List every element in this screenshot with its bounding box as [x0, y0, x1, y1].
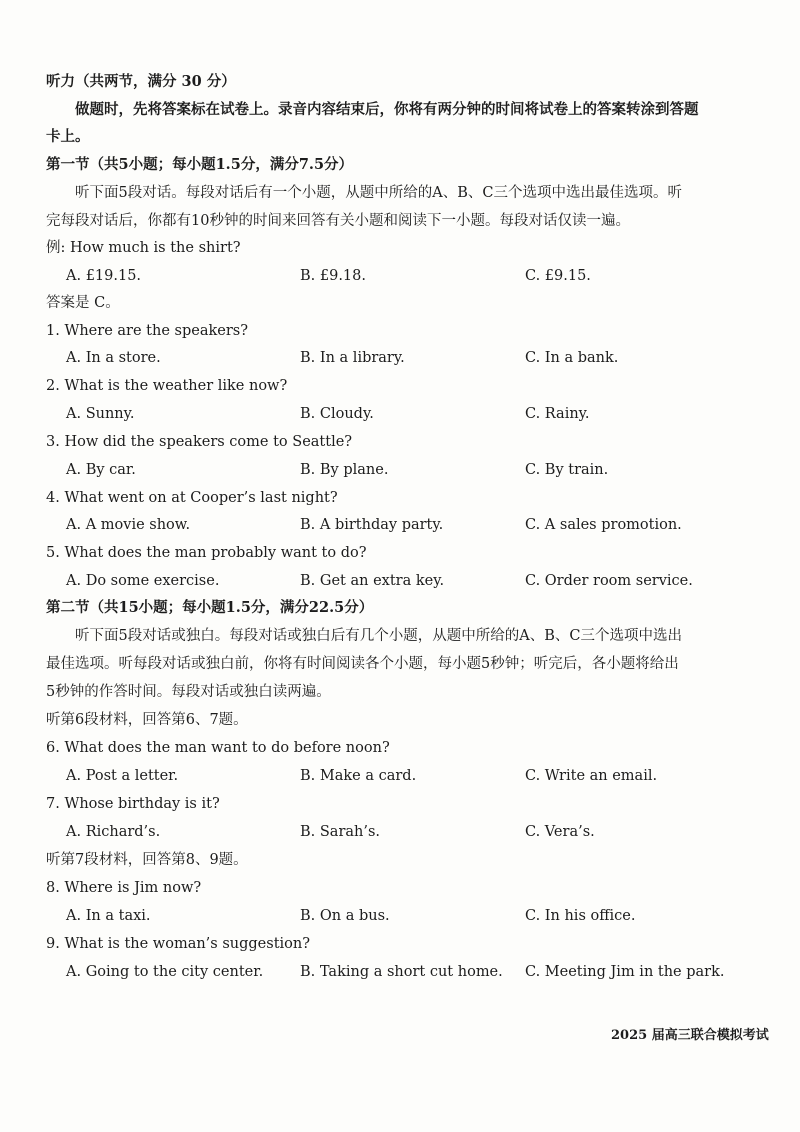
- example-option-c: C. £9.15.: [525, 268, 591, 284]
- question-2: 2. What is the weather like now?: [46, 378, 288, 394]
- question-2-option-c: C. Rainy.: [525, 406, 590, 422]
- question-9: 9. What is the woman’s suggestion?: [46, 936, 311, 952]
- question-6-option-a: A. Post a letter.: [66, 768, 179, 784]
- question-2-option-b: B. Cloudy.: [300, 406, 374, 422]
- section1-instruction-line-1: 听下面5段对话。每段对话后有一个小题，从题中所给的A、B、C三个选项中选出最佳选项。听: [75, 185, 682, 201]
- question-7-option-b: B. Sarah’s.: [300, 824, 381, 840]
- page-footer: 2025 届高三联合模拟考试: [611, 1028, 769, 1043]
- question-5-option-b: B. Get an extra key.: [300, 573, 445, 589]
- question-3: 3. How did the speakers come to Seattle?: [46, 434, 353, 450]
- material-6-heading: 听第6段材料，回答第6、7题。: [46, 712, 248, 728]
- question-6: 6. What does the man want to do before noon?: [46, 740, 390, 756]
- question-9-option-b: B. Taking a short cut home.: [300, 964, 503, 980]
- question-1: 1. Where are the speakers?: [46, 323, 248, 339]
- question-7: 7. Whose birthday is it?: [46, 796, 220, 812]
- listening-instruction-line-1: 做题时，先将答案标在试卷上。录音内容结束后，你将有两分钟的时间将试卷上的答案转涂到答题: [75, 101, 699, 118]
- question-2-option-a: A. Sunny.: [66, 406, 135, 422]
- material-7-heading: 听第7段材料，回答第8、9题。: [46, 852, 248, 868]
- question-1-option-c: C. In a bank.: [525, 350, 619, 366]
- question-1-option-a: A. In a store.: [66, 350, 161, 366]
- example-option-b: B. £9.18.: [300, 268, 366, 284]
- question-7-option-a: A. Richard’s.: [66, 824, 161, 840]
- question-3-option-b: B. By plane.: [300, 462, 389, 478]
- example-question: 例: How much is the shirt?: [46, 240, 241, 256]
- question-9-option-c: C. Meeting Jim in the park.: [525, 964, 725, 980]
- listening-title: 听力（共两节，满分 30 分）: [46, 73, 236, 90]
- question-5-option-c: C. Order room service.: [525, 573, 693, 589]
- question-8-option-c: C. In his office.: [525, 908, 636, 924]
- question-8-option-b: B. On a bus.: [300, 908, 390, 924]
- section2-title: 第二节（共15小题；每小题1.5分，满分22.5分）: [46, 599, 374, 616]
- question-8: 8. Where is Jim now?: [46, 880, 202, 896]
- example-answer: 答案是 C。: [46, 295, 120, 311]
- question-4-option-a: A. A movie show.: [66, 517, 191, 533]
- question-4-option-c: C. A sales promotion.: [525, 517, 682, 533]
- question-4-option-b: B. A birthday party.: [300, 517, 444, 533]
- question-5-option-a: A. Do some exercise.: [66, 573, 220, 589]
- section1-title: 第一节（共5小题；每小题1.5分，满分7.5分）: [46, 156, 354, 173]
- example-option-a: A. £19.15.: [66, 268, 142, 284]
- question-7-option-c: C. Vera’s.: [525, 824, 595, 840]
- question-6-option-b: B. Make a card.: [300, 768, 417, 784]
- section1-instruction-line-2: 完每段对话后，你都有10秒钟的时间来回答有关小题和阅读下一小题。每段对话仅读一遍。: [46, 213, 630, 229]
- section2-instruction-line-3: 5秒钟的作答时间。每段对话或独白读两遍。: [46, 684, 331, 700]
- section2-instruction-line-2: 最佳选项。听每段对话或独白前，你将有时间阅读各个小题，每小题5秒钟；听完后，各小题将给出: [46, 656, 679, 672]
- question-5: 5. What does the man probably want to do?: [46, 545, 367, 561]
- question-6-option-c: C. Write an email.: [525, 768, 658, 784]
- question-8-option-a: A. In a taxi.: [66, 908, 151, 924]
- question-3-option-c: C. By train.: [525, 462, 609, 478]
- question-9-option-a: A. Going to the city center.: [66, 964, 264, 980]
- question-3-option-a: A. By car.: [66, 462, 136, 478]
- section2-instruction-line-1: 听下面5段对话或独白。每段对话或独白后有几个小题，从题中所给的A、B、C三个选项中选出: [75, 628, 682, 644]
- listening-instruction-line-2: 卡上。: [46, 128, 90, 145]
- question-4: 4. What went on at Cooper’s last night?: [46, 490, 338, 506]
- question-1-option-b: B. In a library.: [300, 350, 405, 366]
